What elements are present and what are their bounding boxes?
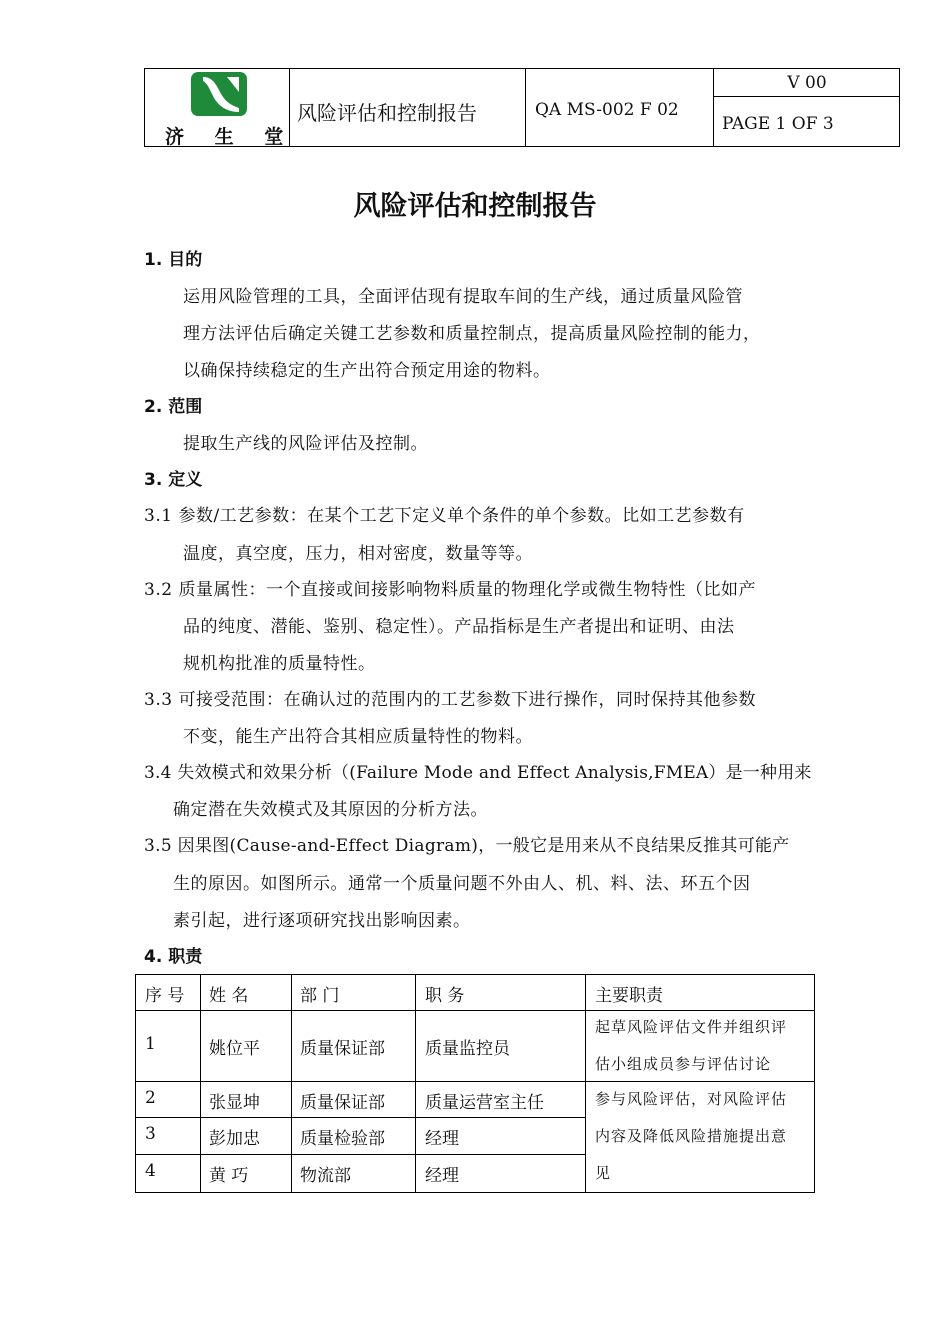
table-divider	[291, 975, 292, 1192]
company-name: 济 生 堂	[165, 126, 296, 148]
definition-line: 素引起，进行逐项研究找出影响因素。	[173, 911, 471, 931]
table-cell-dept: 质量保证部	[300, 1039, 385, 1059]
section-heading-scope: 2. 范围	[144, 397, 203, 417]
definition-line: 不变，能生产出符合其相应质量特性的物料。	[183, 727, 533, 747]
definition-line: 3.2 质量属性：一个直接或间接影响物料质量的物理化学或微生物特性（比如产	[144, 580, 756, 600]
table-divider	[136, 1010, 814, 1011]
column-header: 部 门	[300, 986, 340, 1006]
table-cell-duty: 内容及降低风险措施提出意	[595, 1127, 788, 1145]
table-cell-name: 姚位平	[209, 1039, 260, 1059]
document-header	[144, 68, 900, 147]
table-cell-title: 经理	[425, 1166, 459, 1186]
table-cell-dept: 物流部	[300, 1166, 351, 1186]
purpose-line: 理方法评估后确定关键工艺参数和质量控制点，提高质量风险控制的能力，	[183, 324, 761, 344]
table-cell-dept: 质量检验部	[300, 1129, 385, 1149]
table-cell-title: 质量监控员	[425, 1039, 510, 1059]
responsibilities-table	[135, 974, 815, 1193]
definition-line: 确定潜在失效模式及其原因的分析方法。	[173, 800, 488, 820]
table-cell-duty: 见	[595, 1164, 612, 1182]
scope-line: 提取生产线的风险评估及控制。	[183, 434, 428, 454]
purpose-line: 运用风险管理的工具，全面评估现有提取车间的生产线，通过质量风险管	[183, 287, 743, 307]
table-divider	[136, 1081, 814, 1082]
table-divider	[136, 1117, 585, 1118]
column-header: 序 号	[145, 986, 185, 1006]
definition-line: 3.5 因果图(Cause-and-Effect Diagram)，一般它是用来从不良结果反推其可能产	[144, 836, 790, 856]
column-header: 姓 名	[209, 986, 249, 1006]
definition-line: 生的原因。如图所示。通常一个质量问题不外由人、机、料、法、环五个因	[173, 874, 751, 894]
header-divider	[713, 96, 899, 97]
purpose-line: 以确保持续稳定的生产出符合预定用途的物料。	[183, 361, 551, 381]
company-logo-icon	[191, 72, 247, 116]
table-cell-dept: 质量保证部	[300, 1093, 385, 1113]
section-heading-responsibilities: 4. 职责	[144, 947, 203, 967]
table-cell-duty: 参与风险评估，对风险评估	[595, 1090, 788, 1108]
table-cell-name: 张显坤	[209, 1093, 260, 1113]
column-header: 职 务	[425, 986, 465, 1006]
table-cell-no: 2	[145, 1088, 156, 1108]
table-cell-title: 经理	[425, 1129, 459, 1149]
definition-line: 3.3 可接受范围：在确认过的范围内的工艺参数下进行操作，同时保持其他参数	[144, 690, 756, 710]
table-cell-no: 1	[145, 1034, 156, 1054]
header-version: V 00	[787, 73, 827, 93]
table-cell-no: 4	[145, 1161, 156, 1181]
page-title: 风险评估和控制报告	[353, 191, 597, 222]
definition-line: 品的纯度、潜能、鉴别、稳定性）。产品指标是生产者提出和证明、由法	[183, 617, 735, 637]
column-header: 主要职责	[595, 986, 663, 1006]
table-divider	[200, 975, 201, 1192]
header-divider	[525, 69, 526, 146]
definition-line: 规机构批准的质量特性。	[183, 654, 376, 674]
table-divider	[585, 975, 586, 1192]
table-cell-title: 质量运营室主任	[425, 1093, 544, 1113]
table-divider	[415, 975, 416, 1192]
table-cell-name: 彭加忠	[209, 1129, 260, 1149]
table-cell-name: 黄 巧	[209, 1166, 249, 1186]
section-heading-purpose: 1. 目的	[144, 250, 203, 270]
table-divider	[136, 1154, 585, 1155]
table-cell-no: 3	[145, 1124, 156, 1144]
definition-line: 3.1 参数/工艺参数：在某个工艺下定义单个条件的单个参数。比如工艺参数有	[144, 506, 745, 526]
header-doc-code: QA MS-002 F 02	[535, 100, 679, 120]
header-doc-title: 风险评估和控制报告	[297, 101, 477, 125]
table-cell-duty: 估小组成员参与评估讨论	[595, 1055, 772, 1073]
header-page-number: PAGE 1 OF 3	[722, 114, 834, 134]
definition-line: 3.4 失效模式和效果分析（(Failure Mode and Effect Analysis,FMEA）是一种用来	[144, 763, 812, 783]
section-heading-definitions: 3. 定义	[144, 470, 203, 490]
table-cell-duty: 起草风险评估文件并组织评	[595, 1018, 788, 1036]
definition-line: 温度，真空度，压力，相对密度，数量等等。	[183, 544, 533, 564]
